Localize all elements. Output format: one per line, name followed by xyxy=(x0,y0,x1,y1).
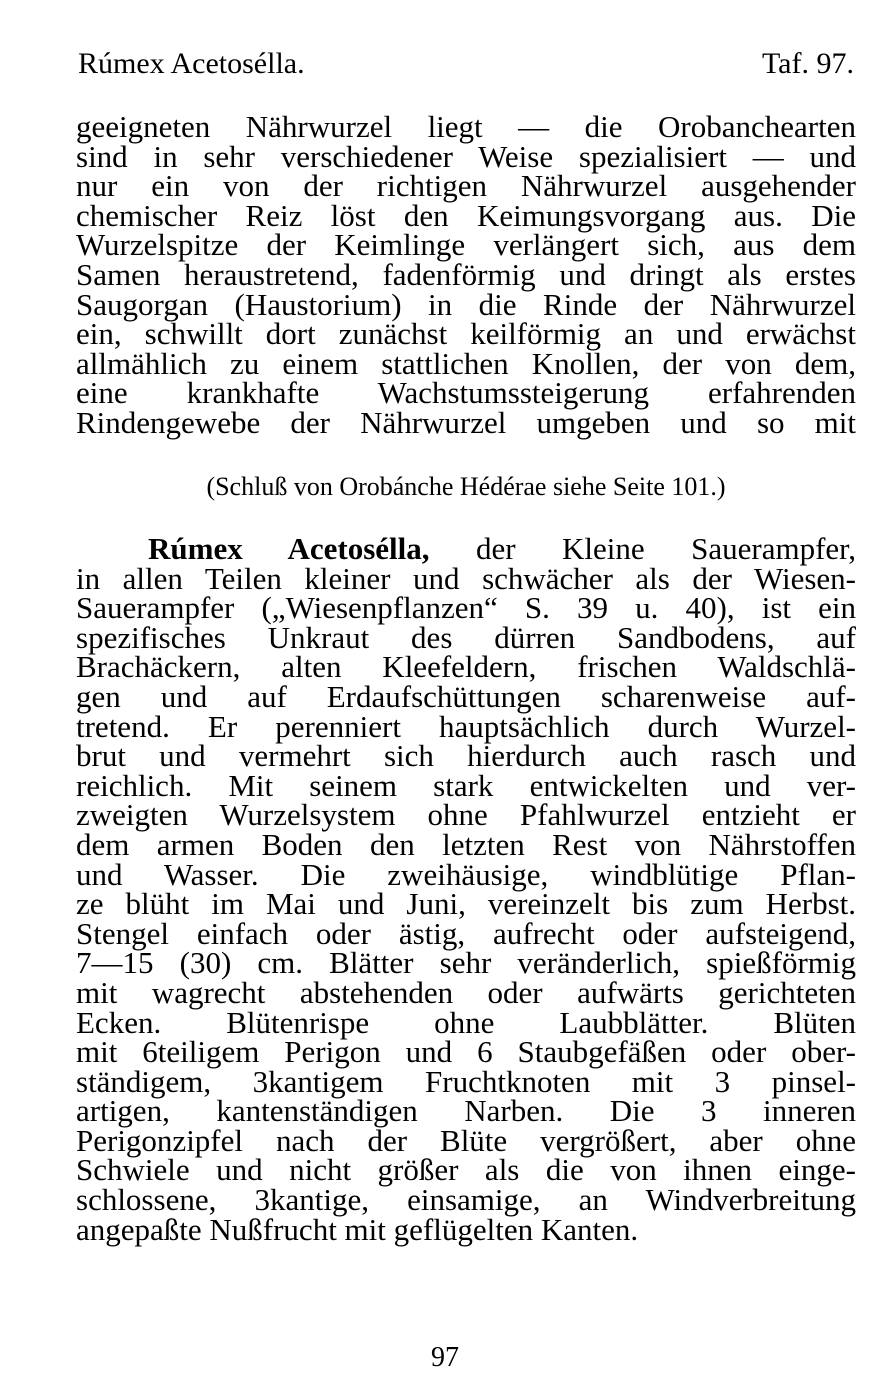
text-line: schlossene, 3kantige, einsamige, an Windverbreitung xyxy=(76,1182,856,1218)
paragraph-continued xyxy=(76,109,856,440)
text-line: Wurzelspitze der Keimlinge verlängert sich, aus dem xyxy=(76,227,856,263)
text-line: reichlich. Mit seinem stark entwickelten und ver- xyxy=(76,767,856,803)
text-line: Sauerampfer („Wiesenpflanzen“ S. 39 u. 40), ist ein xyxy=(76,590,856,626)
first-line-rest: der Kleine Sauerampfer, xyxy=(429,531,856,566)
text-line: ze blüht im Mai und Juni, vereinzelt bis zum Herbst. xyxy=(76,886,856,922)
text-line: geeigneten Nährwurzel liegt — die Orobanchearten xyxy=(76,109,856,144)
running-header xyxy=(78,44,854,84)
text-line: Samen heraustretend, fadenförmig und dringt als erstes xyxy=(76,256,856,292)
text-line-last: angepaßte Nußfrucht mit geflügelten Kanten. xyxy=(76,1211,639,1247)
page-number: 97 xyxy=(431,1342,459,1373)
text-line: brut und vermehrt sich hierdurch auch rasch und xyxy=(76,738,856,774)
text-line: Perigonzipfel nach der Blüte vergrößert, aber ohne xyxy=(76,1122,856,1158)
running-title: Rúmex Acetosélla. xyxy=(78,47,305,80)
text-line: artigen, kantenständigen Narben. Die 3 inneren xyxy=(76,1093,856,1129)
continuation-note: (Schluß von Orobánche Hédérae siehe Seite 101.) xyxy=(206,472,726,501)
text-line: ständigem, 3kantigem Fruchtknoten mit 3 pinsel- xyxy=(76,1063,856,1099)
text-line: mit wagrecht abstehenden oder aufwärts gerichteten xyxy=(76,974,856,1010)
plate-number: Taf. 97. xyxy=(761,47,854,80)
text-line: zweigten Wurzelsystem ohne Pfahlwurzel entzieht er xyxy=(76,797,856,833)
text-line: Rindengewebe der Nährwurzel umgeben und so mit xyxy=(76,404,856,440)
text-line: nur ein von der richtigen Nährwurzel ausgehender xyxy=(76,168,856,204)
text-line: spezifisches Unkraut des dürren Sandbodens, auf xyxy=(76,619,856,655)
paragraph-rumex-acetosella xyxy=(76,531,856,1247)
text-line: Brachäckern, alten Kleefeldern, frischen Waldschlä- xyxy=(76,649,856,685)
text-line: 7—15 (30) cm. Blätter sehr veränderlich, spießförmig xyxy=(76,945,856,981)
text-line: dem armen Boden den letzten Rest von Nährstoffen xyxy=(76,826,856,862)
text-line: ein, schwillt dort zunächst keilförmig an und erwächst xyxy=(76,316,856,352)
text-line: allmählich zu einem stattlichen Knollen, der von dem, xyxy=(76,345,856,381)
text-line: eine krankhafte Wachstumssteigerung erfahrenden xyxy=(76,375,856,411)
text-line: mit 6teiligem Perigon und 6 Staubgefäßen oder ober- xyxy=(76,1034,856,1070)
text-line: Stengel einfach oder ästig, aufrecht oder aufsteigend, xyxy=(76,915,856,951)
text-line: und Wasser. Die zweihäusige, windblütige Pflan- xyxy=(76,856,856,892)
text-line: Ecken. Blütenrispe ohne Laubblätter. Blüten xyxy=(76,1004,856,1040)
text-line: in allen Teilen kleiner und schwächer als der Wiesen- xyxy=(76,560,856,596)
text-line-first xyxy=(76,531,856,566)
lead-term: Rúmex Acetosélla, xyxy=(148,531,430,566)
text-line: gen und auf Erdaufschüttungen scharenweise auf- xyxy=(76,678,856,714)
text-line: Schwiele und nicht größer als die von ihnen einge- xyxy=(76,1152,856,1188)
text-line: tretend. Er perenniert hauptsächlich durch Wurzel- xyxy=(76,708,856,744)
text-line: chemischer Reiz löst den Keimungsvorgang aus. Die xyxy=(76,197,856,233)
text-line: sind in sehr verschiedener Weise spezialisiert — und xyxy=(76,138,856,174)
text-line: Saugorgan (Haustorium) in die Rinde der Nährwurzel xyxy=(76,286,856,322)
